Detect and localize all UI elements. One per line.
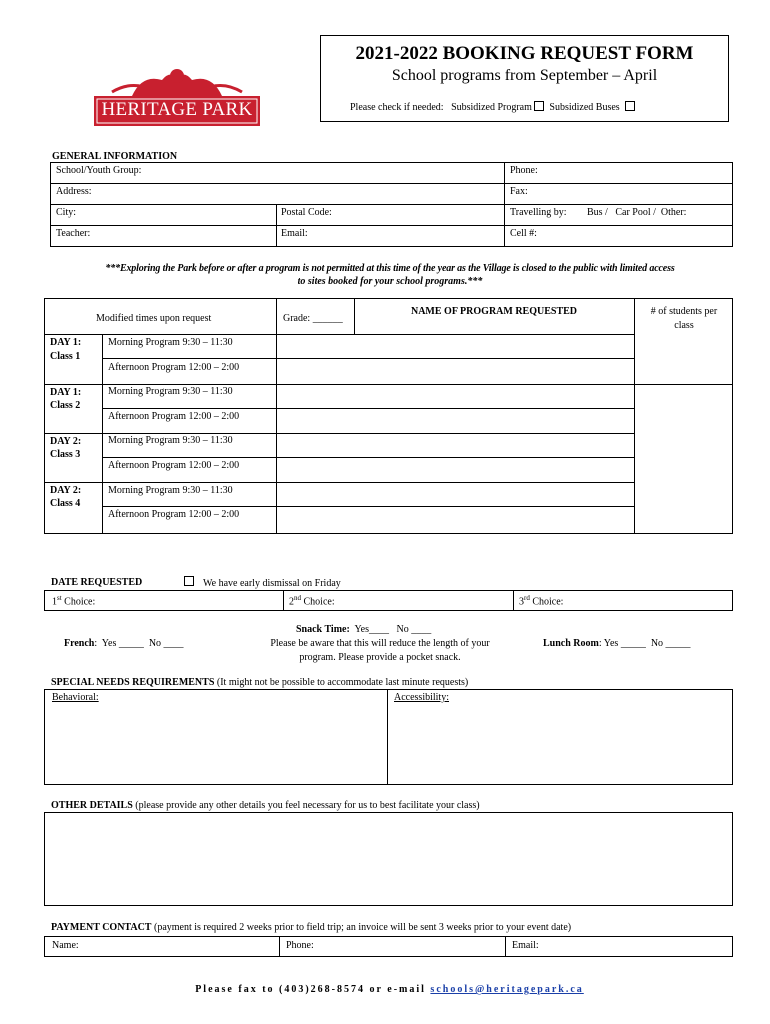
- snack-note-1: Please be aware that this will reduce the length of your: [270, 638, 490, 649]
- subsidized-program-checkbox[interactable]: [534, 101, 544, 111]
- form-subtitle: School programs from September – April: [391, 67, 658, 84]
- address-field[interactable]: Address:: [56, 186, 92, 197]
- accessibility-field[interactable]: Accessibility:: [394, 692, 449, 703]
- modified-times-label: Modified times upon request: [96, 313, 212, 324]
- date-table: [44, 590, 733, 611]
- phone-field[interactable]: Phone:: [510, 165, 538, 176]
- morning-program: Morning Program 9:30 – 11:30: [108, 337, 233, 348]
- day-label: DAY 2:: [50, 436, 82, 447]
- form-title: 2021-2022 BOOKING REQUEST FORM: [355, 43, 694, 64]
- first-choice-field[interactable]: 1st Choice:: [52, 594, 96, 608]
- logo-text: HERITAGE PARK: [101, 99, 253, 120]
- other-details-heading: OTHER DETAILS (please provide any other details you feel necessary for us to best facilitate your class): [51, 800, 480, 811]
- second-choice-field[interactable]: 2nd Choice:: [289, 594, 335, 608]
- afternoon-program: Afternoon Program 12:00 – 2:00: [108, 509, 240, 520]
- email-field[interactable]: Email:: [281, 228, 308, 239]
- payment-table: [44, 936, 733, 957]
- class-label: Class 4: [50, 498, 81, 509]
- cell-field[interactable]: Cell #:: [510, 228, 537, 239]
- grade-field[interactable]: Grade: ______: [283, 313, 343, 324]
- subsidized-buses-label: Subsidized Buses: [549, 102, 620, 113]
- travel-options: Bus / Car Pool / Other:: [587, 207, 687, 218]
- class-label: Class 1: [50, 351, 81, 362]
- special-needs-table: [44, 689, 733, 785]
- early-dismissal-checkbox[interactable]: [184, 576, 194, 586]
- class-label: Class 2: [50, 400, 81, 411]
- students-header: # of students per class: [650, 306, 718, 331]
- day-label: DAY 1:: [50, 387, 82, 398]
- french-option[interactable]: French: Yes _____ No ____: [64, 638, 184, 649]
- program-name-header: NAME OF PROGRAM REQUESTED: [410, 306, 578, 317]
- school-field[interactable]: School/Youth Group:: [56, 165, 142, 176]
- payment-email-field[interactable]: Email:: [512, 940, 539, 951]
- payment-phone-field[interactable]: Phone:: [286, 940, 314, 951]
- city-field[interactable]: City:: [56, 207, 77, 218]
- fax-field[interactable]: Fax:: [510, 186, 528, 197]
- morning-program: Morning Program 9:30 – 11:30: [108, 485, 233, 496]
- general-heading: GENERAL INFORMATION: [52, 151, 178, 162]
- morning-program: Morning Program 9:30 – 11:30: [108, 435, 233, 446]
- check-prompt: Please check if needed:: [350, 102, 444, 113]
- travelling-field[interactable]: Travelling by:: [510, 207, 567, 218]
- heritage-park-logo: [92, 66, 262, 130]
- check-row: [350, 101, 635, 113]
- date-heading: DATE REQUESTED: [51, 577, 143, 588]
- subsidized-program-label: Subsidized Program: [451, 102, 532, 113]
- snack-note-2: program. Please provide a pocket snack.: [299, 652, 461, 663]
- early-dismissal-label: We have early dismissal on Friday: [203, 578, 341, 589]
- footer-text: Please fax to (403)268-8574 or e-mail schools@heritagepark.ca: [195, 984, 584, 995]
- payment-heading: PAYMENT CONTACT (payment is required 2 weeks prior to field trip; an invoice will be sent 3 weeks prior to your event date): [51, 922, 572, 933]
- day-label: DAY 1:: [50, 337, 82, 348]
- notice-line-1: ***Exploring the Park before or after a program is not permitted at this time of the year as the Village is closed to the public with limited access: [105, 263, 675, 274]
- payment-name-field[interactable]: Name:: [52, 940, 79, 951]
- notice-line-2: to sites booked for your school programs.***: [297, 276, 483, 287]
- postal-field[interactable]: Postal Code:: [281, 207, 332, 218]
- snack-option[interactable]: Snack Time: Yes____ No ____: [296, 624, 432, 635]
- third-choice-field[interactable]: 3rd Choice:: [519, 594, 564, 608]
- afternoon-program: Afternoon Program 12:00 – 2:00: [108, 362, 240, 373]
- behavioral-field[interactable]: Behavioral:: [52, 692, 99, 703]
- other-details-field[interactable]: [44, 812, 733, 906]
- special-needs-heading: SPECIAL NEEDS REQUIREMENTS (It might not be possible to accommodate last minute requests): [51, 677, 469, 688]
- afternoon-program: Afternoon Program 12:00 – 2:00: [108, 411, 240, 422]
- lunch-option[interactable]: Lunch Room: Yes _____ No _____: [543, 638, 691, 649]
- morning-program: Morning Program 9:30 – 11:30: [108, 386, 233, 397]
- teacher-field[interactable]: Teacher:: [56, 228, 91, 239]
- footer-email-link[interactable]: schools@heritagepark.ca: [430, 984, 584, 995]
- afternoon-program: Afternoon Program 12:00 – 2:00: [108, 460, 240, 471]
- day-label: DAY 2:: [50, 485, 82, 496]
- class-label: Class 3: [50, 449, 81, 460]
- subsidized-buses-checkbox[interactable]: [625, 101, 635, 111]
